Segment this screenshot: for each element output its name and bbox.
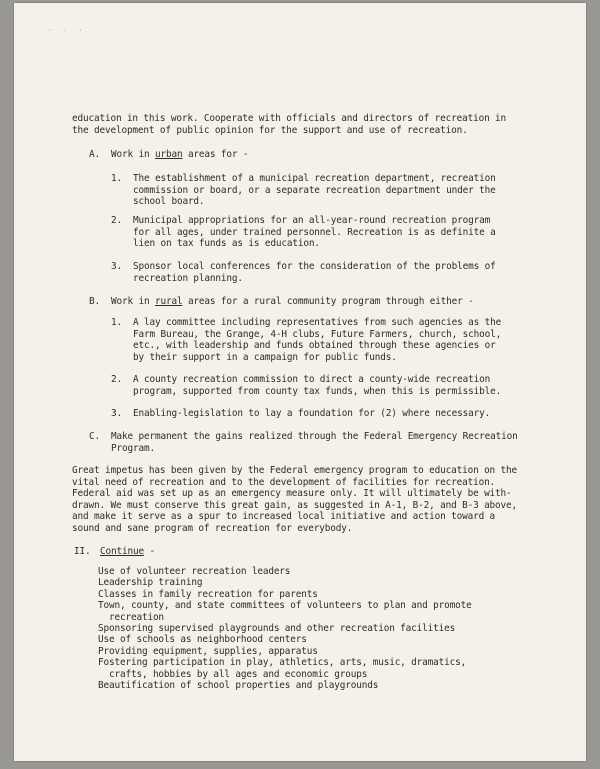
section-b-item-1-text: A lay committee including representatives from such agencies as the Farm Bureau, the Grange, 4-H clubs, Future Farmers, church, school, etc., with leadership and funds obtained through these agencies or by their support in a campaign for public funds. (133, 317, 502, 363)
section-a-heading (111, 149, 248, 161)
section-b-heading (111, 296, 474, 308)
section-c-text: Make permanent the gains realized through the Federal Emergency Recreation Program. (111, 431, 518, 454)
section-ii-item-7: Providing equipment, supplies, apparatus (98, 646, 318, 657)
section-b-pre: Work in (111, 296, 155, 307)
section-b-item-2-text: A county recreation commission to direct a county-wide recreation program, supported from county tax funds, when this is permissible. (133, 374, 502, 397)
section-a-post: areas for - (182, 149, 249, 160)
section-a-item-2-number: 2. (111, 215, 122, 226)
section-ii-heading (100, 546, 155, 558)
section-a-item-1-text: The establishment of a municipal recreation department, recreation commission or board, or a separate recreation department under the school board. (133, 173, 496, 208)
section-ii-item-1: Use of volunteer recreation leaders (98, 566, 291, 577)
section-ii-marker: II. (74, 546, 91, 557)
section-ii-item-5: Sponsoring supervised playgrounds and other recreation facilities (98, 623, 456, 634)
section-b-item-3-text: Enabling-legislation to lay a foundation for (2) where necessary. (133, 408, 491, 419)
section-ii-item-3: Classes in family recreation for parents (98, 589, 318, 600)
section-a-item-2-text: Municipal appropriations for an all-year-round recreation program for all ages, under trained personnel. Recreation is as definite a lien on tax funds as is education. (133, 215, 496, 250)
section-ii-item-8: Fostering participation in play, athletics, arts, music, dramatics, crafts, hobbies by all ages and economic groups (98, 657, 467, 680)
section-b-item-2-number: 2. (111, 374, 122, 385)
section-ii-item-2: Leadership training (98, 577, 203, 588)
section-b-item-3-number: 3. (111, 408, 122, 419)
federal-aid-paragraph: Great impetus has been given by the Federal emergency program to education on the vital need of recreation and to the development of facilities for recreation. Federal aid was set up as an emergency measure only. It will ultimately be with- drawn. We must conserve this great gain, as suggested in A-1, B-2, and B-3 above, and make it serve as a spur to increased local initiative and action toward a sound and sane program of recreation for everybody. (72, 465, 518, 534)
section-a-pre: Work in (111, 149, 155, 160)
section-a-item-3-number: 3. (111, 261, 122, 272)
section-b-post: areas for a rural community program through either - (182, 296, 474, 307)
section-b-item-1-number: 1. (111, 317, 122, 328)
section-b-keyword: rural (154, 296, 183, 307)
document-page (14, 3, 586, 761)
section-b-marker: B. (89, 296, 100, 307)
section-c-marker: C. (89, 431, 100, 442)
section-a-keyword: urban (154, 149, 183, 160)
intro-paragraph: education in this work. Cooperate with officials and directors of recreation in the development of public opinion for the support and use of recreation. (72, 113, 507, 136)
section-a-item-3-text: Sponsor local conferences for the consideration of the problems of recreation planning. (133, 261, 496, 284)
section-ii-item-9: Beautification of school properties and playgrounds (98, 680, 379, 691)
section-ii-suffix: - (143, 546, 155, 557)
paper-specks: · · · (48, 27, 87, 34)
section-a-marker: A. (89, 149, 100, 160)
section-ii-item-6: Use of schools as neighborhood centers (98, 634, 307, 645)
section-ii-keyword: Continue (100, 546, 144, 557)
section-ii-item-4: Town, county, and state committees of volunteers to plan and promote recreation (98, 600, 472, 623)
section-a-item-1-number: 1. (111, 173, 122, 184)
